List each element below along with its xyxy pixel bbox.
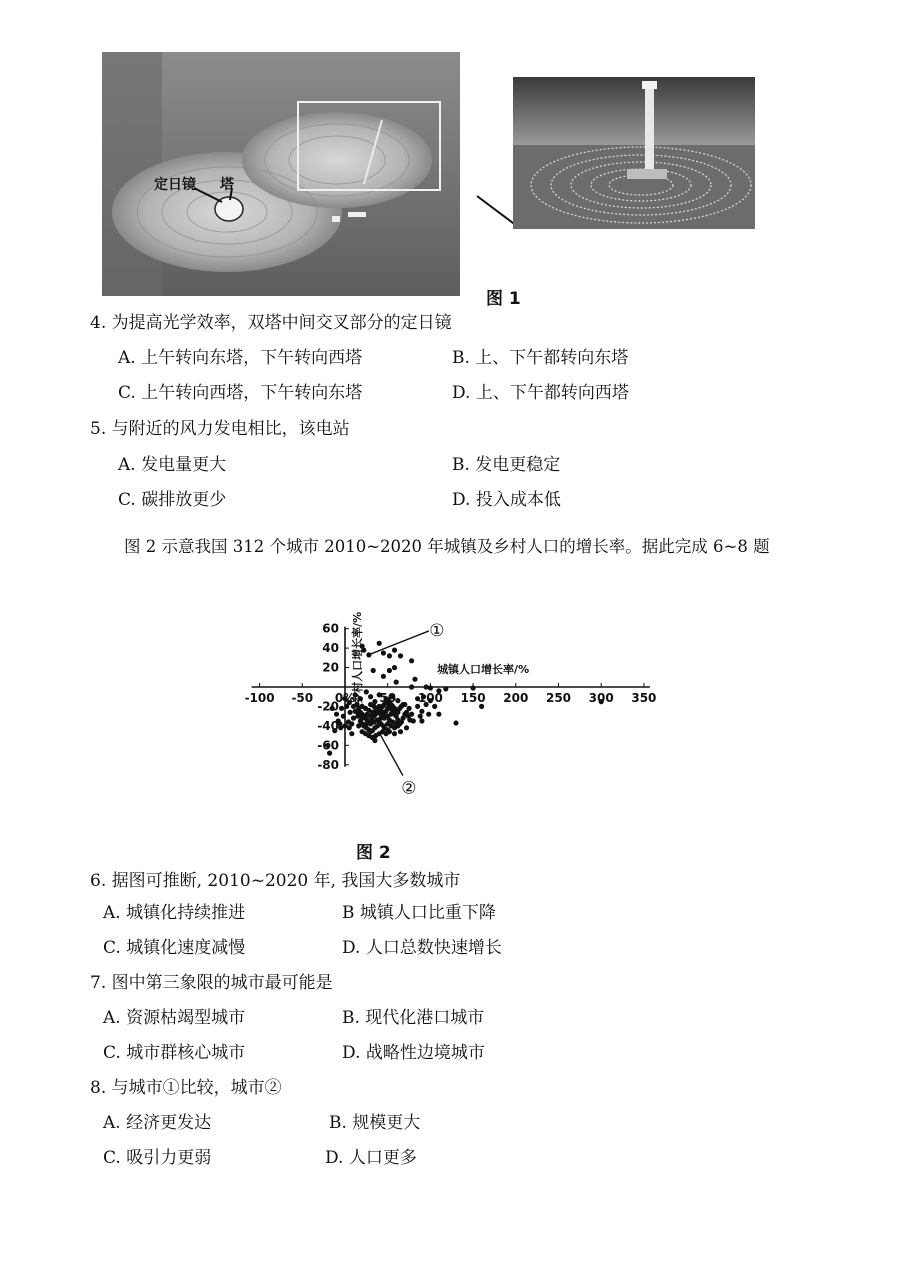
data-point <box>339 706 344 711</box>
data-point <box>409 712 414 717</box>
data-point <box>392 648 397 653</box>
y-tick-label: -60 <box>317 738 339 753</box>
data-point <box>366 652 371 657</box>
heliostat-label: 定日镜 <box>154 177 196 193</box>
figure2-scatter-chart <box>225 553 675 858</box>
data-point <box>392 731 397 736</box>
data-point <box>443 686 448 691</box>
data-point <box>401 702 406 707</box>
annotation-2-leader <box>381 736 403 776</box>
data-point <box>387 653 392 658</box>
data-point <box>387 729 392 734</box>
data-point <box>387 668 392 673</box>
annotation-2-label: ② <box>401 778 417 799</box>
q7-option-d[interactable]: D. 战略性边境城市 <box>342 1043 485 1063</box>
annotation-1-label: ① <box>429 620 445 641</box>
data-point <box>418 714 423 719</box>
data-point <box>407 717 412 722</box>
data-point <box>378 712 383 717</box>
data-point <box>424 684 429 689</box>
q8-stem: 8. 与城市①比较，城市② <box>90 1078 282 1098</box>
figure2-label: 图 2 <box>356 843 391 863</box>
y-tick-label: -20 <box>317 699 339 714</box>
tower-photo-drawing <box>513 77 755 229</box>
figure2-intro: 图 2 示意我国 312 个城市 2010~2020 年城镇及乡村人口的增长率。据此完成 6~8 题 <box>124 537 770 556</box>
y-tick-label: 40 <box>322 641 339 656</box>
data-point <box>395 723 400 728</box>
q6-option-b[interactable]: B 城镇人口比重下降 <box>342 903 496 923</box>
data-point <box>409 658 414 663</box>
data-point <box>471 685 476 690</box>
q8-option-b[interactable]: B. 规模更大 <box>329 1113 421 1133</box>
x-tick-label: 300 <box>588 691 614 705</box>
data-point <box>377 641 382 646</box>
tower-label: 塔 <box>220 177 234 193</box>
data-point <box>355 710 360 715</box>
figure1-label: 图 1 <box>486 289 521 309</box>
data-point <box>389 712 394 717</box>
q5-option-c[interactable]: C. 碳排放更少 <box>118 490 227 510</box>
q5-stem: 5. 与附近的风力发电相比，该电站 <box>90 419 350 439</box>
data-point <box>412 677 417 682</box>
y-tick-label: -40 <box>317 718 339 733</box>
x-tick-label: 350 <box>631 691 657 705</box>
data-point <box>381 674 386 679</box>
data-point <box>349 731 354 736</box>
data-point <box>351 716 356 721</box>
q8-option-a[interactable]: A. 经济更发达 <box>103 1113 212 1133</box>
data-point <box>371 668 376 673</box>
x-tick-label: 50 <box>379 691 397 705</box>
figure1-tower-photo <box>513 77 755 229</box>
data-point <box>364 689 369 694</box>
q7-option-a[interactable]: A. 资源枯竭型城市 <box>103 1008 246 1028</box>
q8-option-c[interactable]: C. 吸引力更弱 <box>103 1148 212 1168</box>
q4-option-b[interactable]: B. 上、下午都转向东塔 <box>452 348 629 368</box>
figure1-aerial-photo <box>102 52 460 296</box>
x-axis-title: 城镇人口增长率/% <box>437 663 530 676</box>
data-point <box>378 721 383 726</box>
y-tick-label: 60 <box>322 621 339 636</box>
q6-option-d[interactable]: D. 人口总数快速增长 <box>342 938 502 958</box>
data-point <box>426 712 431 717</box>
x-tick-label: 100 <box>417 691 443 705</box>
data-point <box>436 712 441 717</box>
q7-option-b[interactable]: B. 现代化港口城市 <box>342 1008 485 1028</box>
data-point <box>398 653 403 658</box>
data-point <box>409 684 414 689</box>
x-tick-label: 0% <box>334 691 356 705</box>
q4-option-d[interactable]: D. 上、下午都转向西塔 <box>452 383 629 403</box>
data-point <box>419 709 424 714</box>
scatter-plot <box>225 553 675 858</box>
data-point <box>368 714 373 719</box>
x-tick-label: -100 <box>244 691 275 705</box>
data-point <box>346 719 351 724</box>
data-point <box>342 723 347 728</box>
q4-option-a[interactable]: A. 上午转向东塔，下午转向西塔 <box>118 348 363 368</box>
data-point <box>348 710 353 715</box>
data-point <box>368 694 373 699</box>
q8-option-d[interactable]: D. 人口更多 <box>325 1148 417 1168</box>
data-point <box>372 699 377 704</box>
x-tick-label: 150 <box>460 691 486 705</box>
y-axis-title: 乡村人口增长率/% <box>351 611 364 704</box>
data-point <box>360 716 365 721</box>
data-point <box>364 721 369 726</box>
data-point <box>453 720 458 725</box>
data-point <box>356 723 361 728</box>
q4-option-c[interactable]: C. 上午转向西塔，下午转向东塔 <box>118 383 363 403</box>
y-tick-label: -80 <box>317 757 339 772</box>
q5-option-d[interactable]: D. 投入成本低 <box>452 490 561 510</box>
q5-option-b[interactable]: B. 发电更稳定 <box>452 455 561 475</box>
data-point <box>404 725 409 730</box>
x-tick-label: -50 <box>291 691 314 705</box>
q4-stem: 4. 为提高光学效率，双塔中间交叉部分的定日镜 <box>90 313 452 333</box>
q7-option-c[interactable]: C. 城市群核心城市 <box>103 1043 246 1063</box>
q6-option-c[interactable]: C. 城镇化速度减慢 <box>103 938 246 958</box>
q7-stem: 7. 图中第三象限的城市最可能是 <box>90 973 333 993</box>
data-point <box>392 665 397 670</box>
data-point <box>381 650 386 655</box>
data-point <box>341 714 346 719</box>
data-point <box>372 738 377 743</box>
x-tick-label: 250 <box>545 691 572 705</box>
q5-option-a[interactable]: A. 发电量更大 <box>118 455 227 475</box>
data-point <box>375 717 380 722</box>
data-point <box>375 706 380 711</box>
q6-option-a[interactable]: A. 城镇化持续推进 <box>103 903 246 923</box>
x-tick-label: 200 <box>503 691 529 705</box>
q6-stem: 6. 据图可推断, 2010~2020 年, 我国大多数城市 <box>90 871 461 891</box>
data-point <box>419 718 424 723</box>
data-point <box>428 685 433 690</box>
data-point <box>395 698 400 703</box>
data-point <box>398 729 403 734</box>
y-tick-label: 20 <box>322 660 339 675</box>
data-point <box>394 680 399 685</box>
